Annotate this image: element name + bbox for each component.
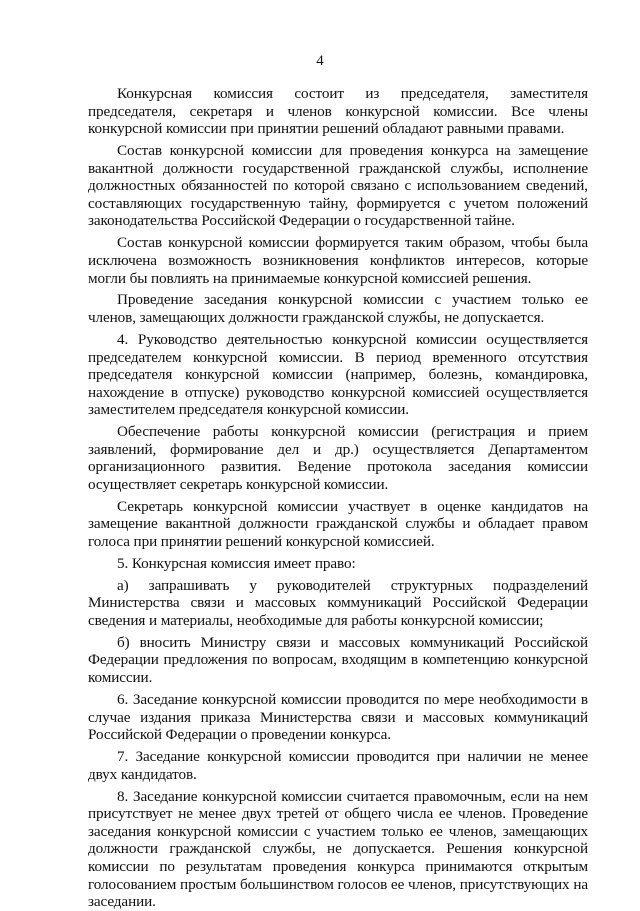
paragraph-item-6-meetings: 6. Заседание конкурсной комиссии проводится по мере необходимости в случае издания приказа Министерства связи и массовых коммуникаций Российской Федерации о проведении конкурса. — [88, 690, 588, 744]
document-body — [88, 85, 588, 911]
paragraph-right-a: а) запрашивать у руководителей структурных подразделений Министерства связи и массовых коммуникаций Российской Федерации сведения и материалы, необходимые для работы конкурсной комиссии; — [88, 576, 588, 629]
paragraph-secretary-role: Секретарь конкурсной комиссии участвует в оценке кандидатов на замещение вакантной должности гражданской службы и обладает правом голоса при принятии решений конкурсной комиссией. — [88, 497, 588, 551]
paragraph-meeting-restriction: Проведение заседания конкурсной комиссии с участием только ее членов, замещающих должности гражданской службы, не допускается. — [88, 291, 588, 327]
paragraph-conflict-of-interest: Состав конкурсной комиссии формируется таким образом, чтобы была исключена возможность возникновения конфликтов интересов, которые могли бы повлиять на принимаемые конкурсной комиссией решения. — [88, 234, 588, 287]
paragraph-item-5-rights: 5. Конкурсная комиссия имеет право: — [117, 554, 356, 572]
paragraph-work-support: Обеспечение работы конкурсной комиссии (регистрация и прием заявлений, формирование дел и др.) осуществляется Департаментом организационного развития. Ведение протокола заседания комиссии осуществляет секретарь конкурсной комиссии. — [88, 423, 588, 493]
paragraph-item-4-leadership: 4. Руководство деятельностью конкурсной комиссии осуществляется председателем конкурсной комиссии. В период временного отсутствия председателя конкурсной комиссии (например, болезнь, командировка, нахождение в отпуске) руководство конкурсной комиссией осуществляется заместителем председателя конкурсной комиссии. — [88, 330, 588, 419]
paragraph-commission-composition: Конкурсная комиссия состоит из председателя, заместителя председателя, секретаря и членов конкурсной комиссии. Все члены конкурсной комиссии при принятии решений обладают равными правами. — [88, 85, 588, 138]
paragraph-item-7-candidates: 7. Заседание конкурсной комиссии проводится при наличии не менее двух кандидатов. — [88, 748, 588, 783]
paragraph-right-b: б) вносить Министру связи и массовых коммуникаций Российской Федерации предложения по вопросам, входящим в компетенцию конкурсной комиссии. — [88, 633, 588, 687]
paragraph-state-secret-composition: Состав конкурсной комиссии для проведения конкурса на замещение вакантной должности государственной гражданской службы, исполнение должностных обязанностей по которой связано с использованием сведений, составляющих государственную тайну, формируется с учетом положений законодательства Российской Федерации о государственной тайне. — [88, 142, 588, 230]
page-number: 4 — [316, 53, 324, 69]
paragraph-item-8-quorum: 8. Заседание конкурсной комиссии считается правомочным, если на нем присутствует не менее двух третей от общего числа ее членов. Проведение заседания конкурсной комиссии с участием только ее членов, замещающих должности гражданской службы, не допускается. Решения конкурсной комиссии по результатам проведения конкурса принимаются открытым голосованием простым большинством голосов ее членов, присутствующих на заседании. — [88, 787, 588, 911]
